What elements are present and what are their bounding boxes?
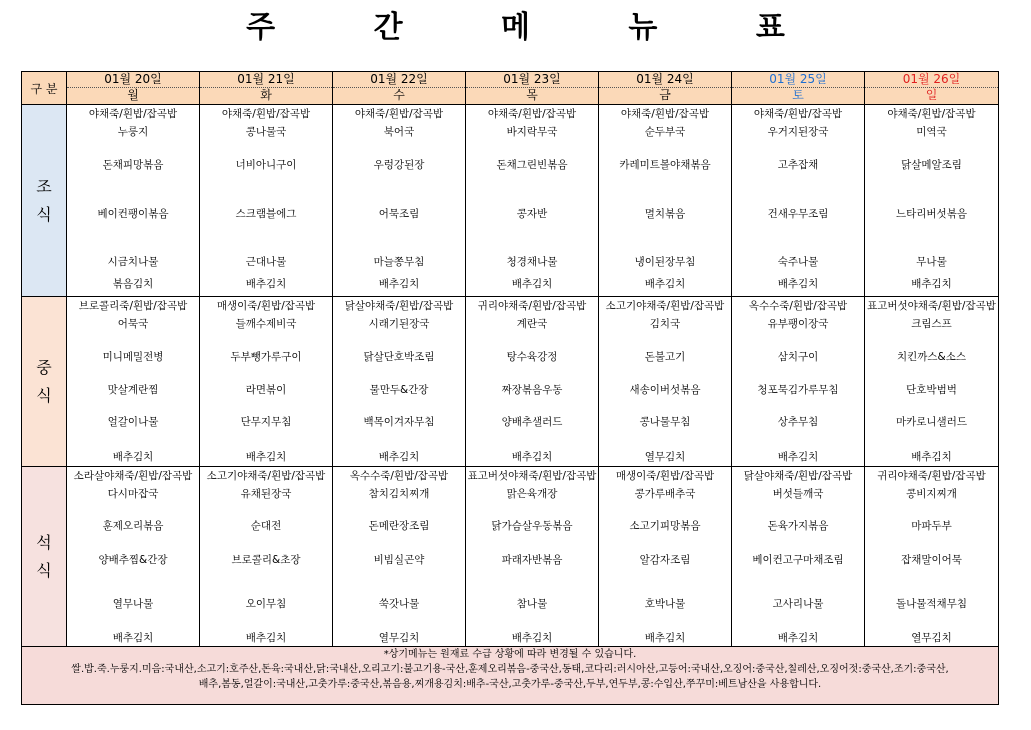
menu-item: 열무김치: [911, 632, 952, 644]
note-line: *상기메뉴는 원재료 수급 상황에 따라 변경될 수 있습니다.: [383, 649, 637, 660]
menu-item: 베이컨팽이볶음: [97, 208, 169, 220]
menu-item: 미니메밀전병: [102, 351, 164, 363]
menu-item: 단호박범벅: [906, 384, 957, 396]
menu-item: 우렁강된장: [373, 159, 425, 171]
menu-item: 들깨수제비국: [235, 318, 297, 330]
menu-item: 열무김치: [644, 451, 686, 463]
menu-cell: [865, 467, 999, 647]
menu-cell: [333, 467, 466, 647]
notes-cell: [22, 647, 999, 705]
day-date: 01월 26일: [865, 72, 998, 88]
menu-item: 마카로니샐러드: [895, 416, 967, 428]
menu-item: 순두부국: [644, 126, 686, 138]
menu-item: 배추김치: [644, 632, 686, 644]
menu-item: 맛살계란찜: [107, 384, 159, 396]
menu-item: 닭살메알조림: [901, 159, 962, 171]
menu-item: 야채죽/흰밥/잡곡밥: [487, 108, 577, 120]
menu-item: 야채죽/흰밥/잡곡밥: [753, 108, 843, 120]
menu-item: 크림스프: [911, 318, 952, 330]
menu-cell: [865, 105, 999, 297]
menu-item: 배추김치: [644, 278, 686, 290]
menu-item: 참치김치찌개: [368, 488, 430, 500]
menu-item: 고사리나물: [772, 598, 824, 610]
menu-item: 미역국: [916, 126, 947, 138]
menu-item: 야채죽/흰밥/잡곡밥: [887, 108, 976, 120]
day-weekday: 수: [393, 88, 405, 102]
menu-item: 닭살단호박조림: [363, 351, 435, 363]
menu-item: 맑은육개장: [506, 488, 558, 500]
day-weekday: 월: [127, 88, 139, 102]
day-date: 01월 25일: [732, 72, 864, 88]
header-row: [22, 72, 999, 105]
menu-item: 콩나물국: [245, 126, 287, 138]
menu-item: 계란국: [516, 318, 548, 330]
menu-cell: [67, 467, 200, 647]
menu-item: 배추김치: [112, 451, 154, 463]
menu-item: 배추김치: [777, 278, 819, 290]
menu-item: 열무나물: [112, 598, 154, 610]
page-title: 주 간 메 뉴 표: [246, 10, 829, 45]
meal-label-top: 석: [36, 532, 52, 552]
day-header: [333, 72, 466, 105]
menu-cell: [200, 297, 333, 467]
menu-item: 표고버섯야채죽/흰밥/잡곡밥: [867, 300, 996, 312]
menu-item: 청경채나물: [506, 256, 558, 268]
menu-item: 배추김치: [245, 278, 287, 290]
menu-item: 배추김치: [511, 632, 553, 644]
day-date: 01월 22일: [333, 72, 465, 88]
menu-item: 배추김치: [911, 278, 952, 290]
menu-item: 귀리야채죽/흰밥/잡곡밥: [877, 470, 986, 482]
day-weekday: 일: [925, 88, 938, 102]
menu-item: 비빔실곤약: [373, 554, 425, 566]
menu-cell: [466, 105, 599, 297]
menu-cell: [333, 105, 466, 297]
menu-item: 북어국: [383, 126, 415, 138]
menu-item: 느타리버섯볶음: [895, 208, 967, 220]
menu-cell: [732, 297, 865, 467]
menu-item: 열무김치: [378, 632, 420, 644]
weekly-menu-table: [21, 71, 999, 705]
menu-item: 상추무침: [777, 416, 819, 428]
menu-item: 김치국: [649, 318, 681, 330]
menu-item: 우거지된장국: [767, 126, 829, 138]
menu-item: 훈제오리볶음: [102, 520, 164, 532]
menu-item: 순대전: [250, 520, 282, 532]
menu-item: 옥수수죽/흰밥/잡곡밥: [349, 470, 449, 482]
menu-cell: [67, 297, 200, 467]
menu-item: 어묵조림: [378, 208, 420, 220]
menu-item: 콩가루배추국: [634, 488, 696, 500]
menu-item: 야채죽/흰밥/잡곡밥: [88, 108, 178, 120]
menu-item: 고추잡채: [777, 159, 819, 171]
meal-label: [22, 297, 67, 467]
menu-item: 소라살야채죽/흰밥/잡곡밥: [73, 470, 193, 482]
menu-item: 너비아니구이: [235, 159, 297, 171]
day-date: 01월 24일: [599, 72, 731, 88]
menu-item: 배추김치: [777, 451, 819, 463]
menu-item: 매생이죽/흰밥/잡곡밥: [615, 470, 715, 482]
menu-cell: [466, 297, 599, 467]
menu-item: 양배추찜&간장: [98, 554, 168, 566]
menu-item: 라면볶이: [245, 384, 287, 396]
menu-item: 호박나물: [644, 598, 686, 610]
menu-item: 잡채말이어묵: [901, 554, 962, 566]
notes-row: [22, 647, 999, 705]
menu-item: 배추김치: [112, 632, 154, 644]
menu-item: 돈채피망볶음: [102, 159, 164, 171]
menu-item: 삼치구이: [777, 351, 819, 363]
menu-item: 파래자반볶음: [501, 554, 563, 566]
menu-item: 쑥갓나물: [378, 598, 420, 610]
menu-item: 시금치나물: [107, 256, 159, 268]
menu-item: 배추김치: [511, 451, 553, 463]
menu-item: 스크램블에그: [235, 208, 297, 220]
day-weekday: 토: [792, 88, 804, 102]
menu-item: 배추김치: [511, 278, 553, 290]
menu-item: 야채죽/흰밥/잡곡밥: [620, 108, 710, 120]
menu-item: 탕수육강정: [506, 351, 558, 363]
day-weekday: 목: [526, 88, 538, 102]
menu-item: 참나물: [516, 598, 548, 610]
day-date: 01월 20일: [67, 72, 199, 88]
menu-item: 브로콜리죽/흰밥/잡곡밥: [78, 300, 188, 312]
day-header: [67, 72, 200, 105]
menu-item: 돈불고기: [644, 351, 686, 363]
menu-item: 돈채그린빈볶음: [496, 159, 568, 171]
menu-item: 볶음김치: [112, 278, 154, 290]
note-line: 쌀.밥.죽.누룽지.미음:국내산,소고기:호주산,돈육:국내산,닭:국내산,오리고기:불고기용-국산,훈제오리볶음-중국산,동태,코다리:러시아산,고등어:국내산,오징어:중국산,칠레산,오징어젓:중국산,조기:중국산,: [71, 664, 949, 675]
menu-item: 야채죽/흰밥/잡곡밥: [221, 108, 311, 120]
day-weekday: 화: [260, 88, 272, 102]
menu-item: 물만두&간장: [369, 384, 429, 396]
menu-item: 양배추샐러드: [501, 416, 563, 428]
menu-item: 귀리야채죽/흰밥/잡곡밥: [477, 300, 587, 312]
menu-item: 돈메란장조림: [368, 520, 430, 532]
menu-item: 배추김치: [245, 451, 287, 463]
menu-item: 오이무침: [245, 598, 287, 610]
menu-item: 콩나물무침: [639, 416, 691, 428]
menu-item: 배추김치: [245, 632, 287, 644]
meal-label: [22, 105, 67, 297]
menu-item: 옥수수죽/흰밥/잡곡밥: [748, 300, 848, 312]
menu-cell: [599, 105, 732, 297]
menu-cell: [200, 467, 333, 647]
day-weekday: 금: [659, 88, 671, 102]
meal-label-top: 조: [36, 176, 52, 196]
menu-item: 표고버섯야채죽/흰밥/잡곡밥: [467, 470, 597, 482]
menu-item: 닭살야채죽/흰밥/잡곡밥: [344, 300, 454, 312]
menu-cell: [466, 467, 599, 647]
menu-item: 새송이버섯볶음: [629, 384, 701, 396]
menu-item: 소고기야채죽/흰밥/잡곡밥: [605, 300, 725, 312]
menu-item: 버섯들깨국: [772, 488, 824, 500]
menu-item: 닭가슴살우동볶음: [491, 520, 573, 532]
menu-item: 청포묵김가루무침: [757, 384, 839, 396]
meal-label: [22, 467, 67, 647]
day-date: 01월 21일: [200, 72, 332, 88]
menu-cell: [599, 297, 732, 467]
menu-item: 무나물: [916, 256, 947, 268]
day-header: [599, 72, 732, 105]
menu-item: 콩비지찌개: [906, 488, 957, 500]
gubun-header: 구 분: [22, 72, 67, 105]
menu-item: 바지락무국: [506, 126, 558, 138]
meal-row: [22, 297, 999, 467]
menu-item: 근대나물: [245, 256, 287, 268]
menu-cell: [865, 297, 999, 467]
menu-item: 멸치볶음: [644, 208, 686, 220]
menu-item: 냉이된장무침: [634, 256, 696, 268]
menu-cell: [599, 467, 732, 647]
menu-item: 알감자조림: [639, 554, 691, 566]
day-header: [865, 72, 999, 105]
menu-cell: [732, 105, 865, 297]
day-date: 01월 23일: [466, 72, 598, 88]
menu-item: 단무지무침: [240, 416, 292, 428]
menu-item: 소고기피망볶음: [629, 520, 701, 532]
menu-item: 유채된장국: [240, 488, 292, 500]
meal-label-top: 중: [36, 357, 52, 377]
menu-item: 닭살야채죽/흰밥/잡곡밥: [743, 470, 853, 482]
menu-item: 시래기된장국: [368, 318, 430, 330]
note-line: 배추,봄동,얼갈이:국내산,고춧가루:중국산,볶음용,찌개용김치:배추-국산,고춧가루-중국산,두부,연두부,콩:수입산,쭈꾸미:베트남산을 사용합니다.: [198, 679, 822, 690]
meal-label-bottom: 식: [36, 204, 52, 224]
menu-item: 배추김치: [911, 451, 952, 463]
menu-item: 유부팽이장국: [767, 318, 829, 330]
menu-item: 배추김치: [378, 451, 420, 463]
day-header: [466, 72, 599, 105]
menu-item: 배추김치: [378, 278, 420, 290]
menu-cell: [67, 105, 200, 297]
meal-label-bottom: 식: [36, 385, 52, 405]
day-header: [732, 72, 865, 105]
menu-item: 숙주나물: [777, 256, 819, 268]
meal-label-bottom: 식: [36, 560, 52, 580]
meal-row: [22, 467, 999, 647]
menu-item: 야채죽/흰밥/잡곡밥: [354, 108, 444, 120]
menu-item: 마파두부: [911, 520, 952, 532]
menu-item: 돌나물적채무침: [895, 598, 967, 610]
menu-cell: [200, 105, 333, 297]
menu-item: 마늘쫑무침: [373, 256, 425, 268]
menu-item: 배추김치: [777, 632, 819, 644]
meal-row: [22, 105, 999, 297]
menu-item: 매생이죽/흰밥/잡곡밥: [216, 300, 316, 312]
menu-item: 치킨까스&소스: [896, 351, 967, 363]
menu-item: 카레미트볼야채볶음: [619, 159, 711, 171]
menu-item: 베이컨고구마채조림: [752, 554, 844, 566]
menu-item: 누룽지: [117, 126, 149, 138]
menu-item: 어묵국: [117, 318, 149, 330]
menu-item: 다시마잡국: [107, 488, 159, 500]
menu-item: 돈육가지볶음: [767, 520, 829, 532]
menu-item: 건새우무조림: [767, 208, 829, 220]
menu-item: 얼갈이나물: [107, 416, 159, 428]
menu-item: 두부뺑가루구이: [230, 351, 302, 363]
menu-item: 소고기야채죽/흰밥/잡곡밥: [206, 470, 326, 482]
menu-item: 짜장볶음우동: [501, 384, 563, 396]
menu-item: 백목이겨자무침: [363, 416, 435, 428]
menu-item: 브로콜리&초장: [231, 554, 301, 566]
menu-item: 콩자반: [516, 208, 548, 220]
menu-cell: [732, 467, 865, 647]
menu-cell: [333, 297, 466, 467]
day-header: [200, 72, 333, 105]
